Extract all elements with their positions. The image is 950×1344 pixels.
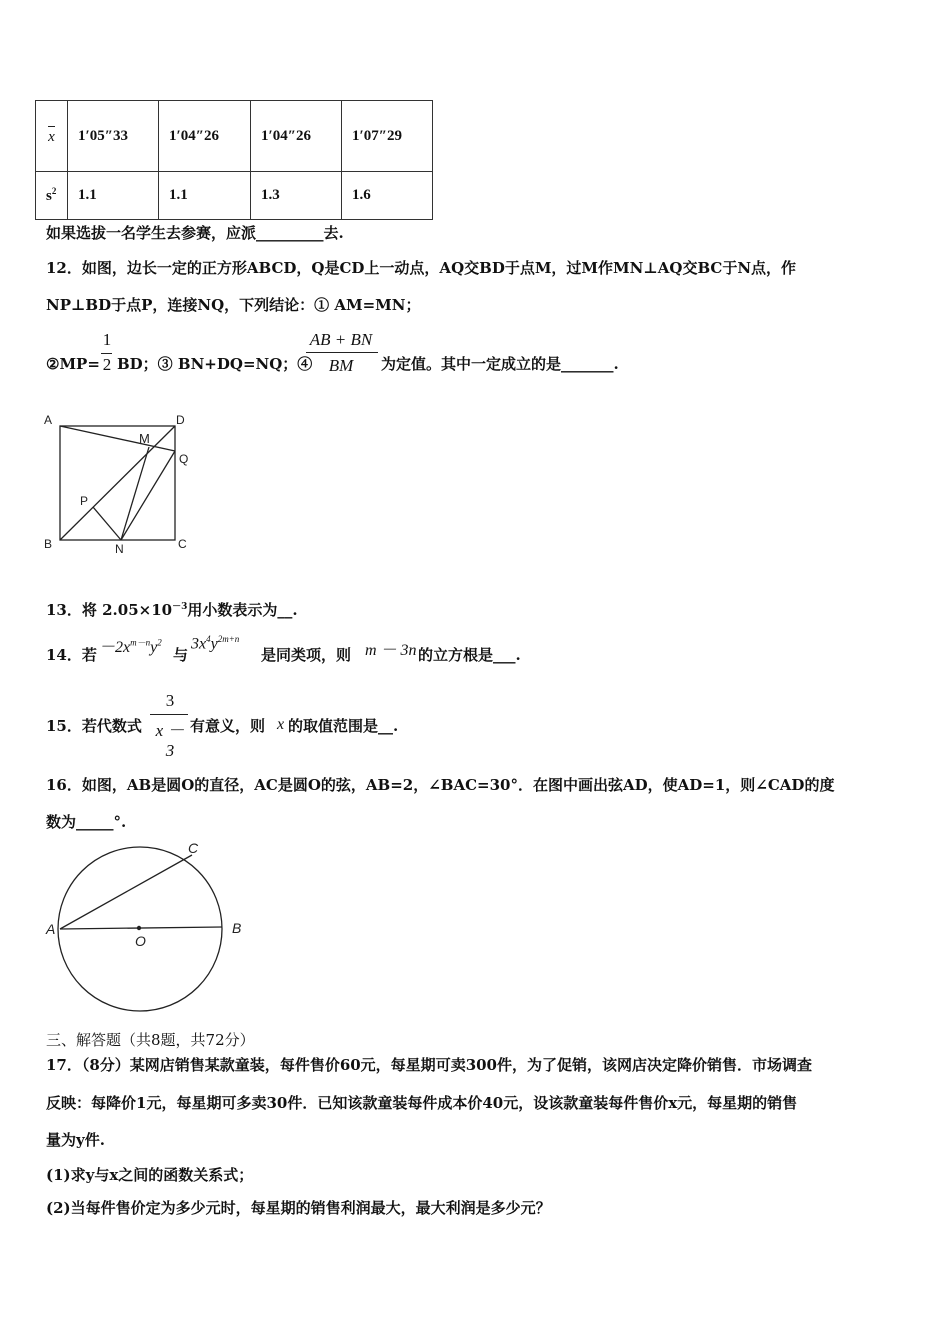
- label-b: B: [44, 537, 53, 551]
- q17-part2: (2)当每件售价定为多少元时，每星期的销售利润最大，最大利润是多少元？: [46, 1199, 551, 1217]
- label-a: A: [46, 921, 56, 937]
- label-m: M: [139, 431, 150, 446]
- table-row: [36, 172, 433, 220]
- q12-l3a: ②MP=: [46, 355, 100, 373]
- label-p: P: [80, 494, 89, 508]
- q12-line2: NP⊥BD于点P，连接NQ，下列结论：① AM=MN；: [46, 296, 421, 314]
- label-a: A: [44, 413, 53, 427]
- label-o: O: [135, 933, 146, 949]
- frac-den: x － 3: [155, 721, 185, 760]
- q12-l3b: BD；③ BN+DQ=NQ；④: [117, 355, 313, 373]
- q17-line3: 量为y件.: [46, 1131, 105, 1149]
- q16-line2: 数为_____°.: [46, 813, 127, 831]
- q11-tail: 如果选拔一名学生去参赛，应派_________去.: [46, 224, 344, 242]
- q14-expr1: $-2x^{m-n}y^2$: [99, 637, 162, 656]
- frac-num: 3: [165, 691, 175, 710]
- center-dot: [137, 926, 141, 930]
- frac-den: BM: [328, 356, 354, 375]
- frac-num: AB + BN: [309, 330, 373, 349]
- label-c: C: [188, 840, 199, 856]
- chord-ac: [60, 855, 192, 929]
- q17-line1: 17．（8分）某网店销售某款童装，每件售价60元，每星期可卖300件，为了促销，该网店决定降价销售．市场调查: [46, 1056, 813, 1074]
- segment-aq: [60, 426, 175, 451]
- frac-den: 2: [102, 355, 112, 374]
- table-cell: 1.3: [251, 172, 342, 220]
- variance-label: $s^2$: [36, 172, 68, 220]
- q12-line1: 12．如图，边长一定的正方形ABCD，Q是CD上一动点，AQ交BD于点M，过M作MN⊥AQ交BC于N点，作: [46, 259, 797, 277]
- q14-b: 与: [173, 646, 189, 664]
- q17-line2: 反映：每降价1元，每星期可多卖30件．已知该款童装每件成本价40元，设该款童装每件售价x元，每星期的销售: [46, 1094, 798, 1112]
- q15-b: 有意义，则: [190, 717, 266, 735]
- table-cell: 1.1: [159, 172, 251, 220]
- q12-l3c: 为定值。其中一定成立的是_______.: [381, 355, 619, 373]
- q14-expr2: $3x^4y^{2m+n}$: [191, 634, 240, 653]
- frac-line: [150, 714, 188, 715]
- segment-mn: [121, 447, 149, 540]
- table-cell: 1′07″29: [342, 101, 433, 172]
- table-cell: 1′04″26: [159, 101, 251, 172]
- frac-line: [101, 353, 112, 354]
- table-row: [36, 101, 433, 172]
- circle-figure: [40, 838, 260, 1018]
- table-cell: 1.1: [68, 172, 159, 220]
- q15-c: 的取值范围是__.: [288, 717, 399, 735]
- table-cell: 1.6: [342, 172, 433, 220]
- q14-d: 的立方根是___.: [418, 646, 521, 664]
- q14-c: 是同类项，则: [261, 646, 352, 664]
- table-cell: 1′05″33: [68, 101, 159, 172]
- label-n: N: [115, 542, 124, 556]
- stats-table: [35, 100, 433, 220]
- square-figure: [40, 410, 200, 560]
- label-b: B: [232, 920, 242, 936]
- segment-np: [93, 507, 121, 540]
- q14-a: 14．若: [46, 646, 97, 664]
- q17-part1: (1)求y与x之间的函数关系式；: [46, 1166, 254, 1184]
- mean-label: x: [36, 101, 68, 172]
- q15-var: x: [277, 716, 285, 733]
- diagonal-bd: [60, 426, 175, 540]
- table-cell: 1′04″26: [251, 101, 342, 172]
- segment-nq: [121, 451, 175, 540]
- label-q: Q: [179, 452, 189, 466]
- q16-line1: 16．如图，AB是圆O的直径，AC是圆O的弦，AB=2，∠BAC=30°．在图中画出弦AD，使AD=1，则∠CAD的度: [46, 776, 835, 794]
- frac-line: [306, 352, 378, 353]
- q13: 13．将 $2.05\times 10^{-3}$用小数表示为__.: [46, 601, 298, 619]
- q15-a: 15．若代数式: [46, 717, 142, 735]
- label-c: C: [178, 537, 187, 551]
- label-d: D: [176, 413, 185, 427]
- section-heading: 三、解答题（共8题，共72分）: [46, 1031, 255, 1049]
- q14-expr3: m － 3n: [365, 642, 417, 659]
- frac-num: 1: [102, 330, 112, 349]
